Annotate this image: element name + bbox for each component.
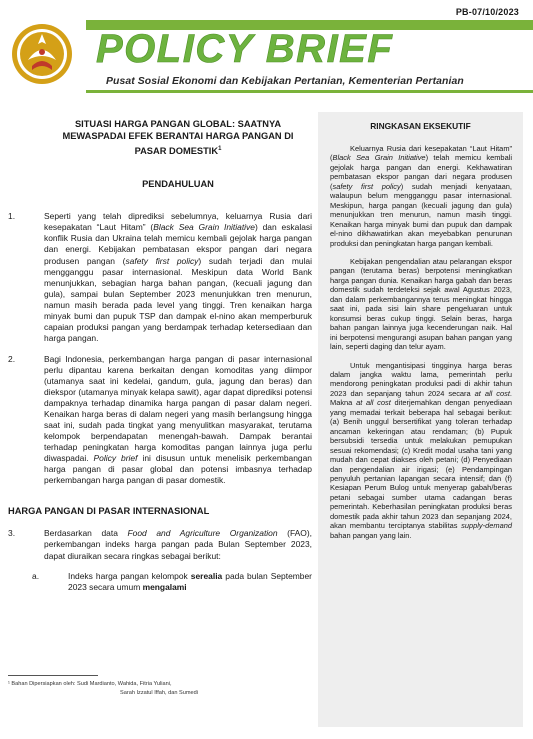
section-heading-international-prices: HARGA PANGAN DI PASAR INTERNASIONAL	[8, 506, 210, 517]
publication-title: POLICY BRIEF	[96, 27, 394, 71]
publisher-subtitle: Pusat Sosial Ekonomi dan Kebijakan Pertanian, Kementerian Pertanian	[106, 76, 464, 87]
page-header	[0, 0, 533, 92]
paragraph-number: 1.	[8, 211, 16, 222]
document-code: PB-07/10/2023	[455, 7, 519, 17]
summary-paragraph-2: Kebijakan pengendalian atau pelarangan ekspor pangan (terutama beras) berpotensi meningkatkan harga pangan dunia. Kenaikan harga gabah dan beras domestik sudah terdeteksi sejak awal Agustus 2023, dan dalam perkembangannya terus meningkat hingga saat ini, pada sisi lain share pengeluaran untuk konsumsi beras cukup tinggi. Selain beras, harga bahan pangan lainnya juga kecenderungan naik. Hal ini berpotensi mengurangi asupan bahan pangan yang lain, seperti daging dan telur ayam.	[330, 256, 512, 352]
sub-paragraph-a: a. Indeks harga pangan kelompok serealia pada bulan September 2023 secara umum mengalami	[32, 570, 312, 592]
summary-paragraph-1: Keluarnya Rusia dari kesepakatan “Laut Hitam” (Black Sea Grain Initiative) telah memicu kembali gejolak harga pangan dan energi. Kekhawatiran pembatasan ekspor pangan dari negara produsen (safety first policy) sudah menjadi kenyataan, walaupun belum mengganggu pasar internasional. Meskipun, harga pangan (kecuali jagung dan gula) menunjukkan tren menurun, namun masih tinggi. Kenaikan harga minyak bumi dan pupuk dan dampak el-nino dikhawatirkan akan meyebabkan penurunan produksi dan peningkatan harga pangan kembali.	[330, 144, 513, 248]
paragraph-2: 2. Bagi Indonesia, perkembangan harga pangan di pasar internasional perlu dipantau karena berkaitan dengan komoditas yang diimpor (utamanya saat ini kedelai, gandum, gula, jagung dan beras) dan diekspor (utamanya minyak kelapa sawit), agar dapat diprediksi potensi dampaknya terhadap dinamika harga pangan di pasar dalam negeri. Kenaikan harga beras di dalam negeri yang masih berlangsung hingga saat ini, sudah pada tingkat yang menyulitkan masyarakat, terutama kelompok berpendapatan menengah-bawah. Dampak berantai terhadap peningkatan harga komoditas pangan lainnya juga perlu diwaspadai. Policy brief ini disusun untuk menelisik perkembangan harga pangan di pasar global dan potensi imbasnya terhadap perkembangan harga pangan di pasar domestik.	[8, 353, 312, 486]
header-bottom-band	[86, 90, 533, 93]
paragraph-1: 1. Seperti yang telah diprediksi sebelumnya, keluarnya Rusia dari kesepakatan “Laut Hitam” (Black Sea Grain Initiative) dan eskalasi konflik Rusia dan Ukraina telah memicu kembali gejolak harga pangan dan energi. Kebijakan pembatasan ekspor pangan dari negara produsen pangan (safety first policy) sudah terjadi dan mulai mengganggu pasar internasional. Meskipun data World Bank menunjukkan, sebagian harga bahan pangan, (kecuali jagung dan gula), sampai bulan September 2023 menunjukkan tren menurun, namun masih berada pada level yang tinggi. Tren kenaikan harga minyak bumi dan pupuk TSP dan dampak el-nino akan memperburuk capaian produksi pangan yang berdampak terhadap ketersediaan dan harga pangan.	[8, 211, 313, 343]
footnote: ¹ Bahan Dipersiapkan oleh: Sudi Mardianto, Wahida, Fitria Yuliani, Sarah Izzatul Iffah, dan Sumedi	[8, 681, 198, 696]
section-heading-introduction: PENDAHULUAN	[142, 179, 214, 190]
sub-paragraph-letter: a.	[32, 570, 40, 581]
summary-paragraph-3: Untuk mengantisipasi tingginya harga beras dalam jangka waktu lama, pemerintah perlu mendorong peningkatan produksi padi di akhir tahun 2023 dan sepanjang tahun 2024 secara at all cost. Makna at all cost diterjemahkan dengan penyediaan yang memadai terkait beberapa hal sebagai berikut: (a) Benih unggul bersertifikat yang toleran terhadap ancaman kekeringan atau rendaman; (b) Pupuk bersubsidi tersedia untuk melakukan pemupukan sesuai rekomendasi; (c) Kredit modal usaha tani yang mudah dan cepat diakses oleh petani; (d) Penyediaan dan pengendalian air irigasi; (e) Pendampingan penyuluh pertanian lapangan secara intensif; dan (f) Kesiapan Perum Bulog untuk menyerap gabah/beras petani sebagai sumber utama cadangan beras pemerintah. Keberhasilan peningkatan produksi beras domestik pada akhir tahun 2023 dan sepanjang 2024, akan membantu terciptanya stabilitas supply-demand bahan pangan yang lain.	[330, 360, 513, 540]
paragraph-number: 3.	[8, 528, 16, 539]
document-title: SITUASI HARGA PANGAN GLOBAL: SAATNYA MEWASPADAI EFEK BERANTAI HARGA PANGAN DI PASAR DOMESTIK$^1$	[62, 119, 294, 156]
paragraph-number: 2.	[8, 353, 16, 364]
ministry-emblem-icon	[10, 22, 74, 86]
executive-summary-heading: RINGKASAN EKSEKUTIF	[370, 121, 471, 131]
main-column	[8, 118, 313, 593]
title-footnote-mark: 1	[218, 145, 222, 152]
paragraph-3: 3. Berdasarkan data Food and Agriculture Organization (FAO), perkembangan indeks harga pangan pada Bulan September 2023, dapat diuraikan secara ringkas sebagai berikut:	[8, 528, 313, 561]
executive-summary-body	[330, 144, 512, 549]
executive-summary-box	[318, 112, 523, 727]
footnote-divider	[8, 675, 98, 676]
